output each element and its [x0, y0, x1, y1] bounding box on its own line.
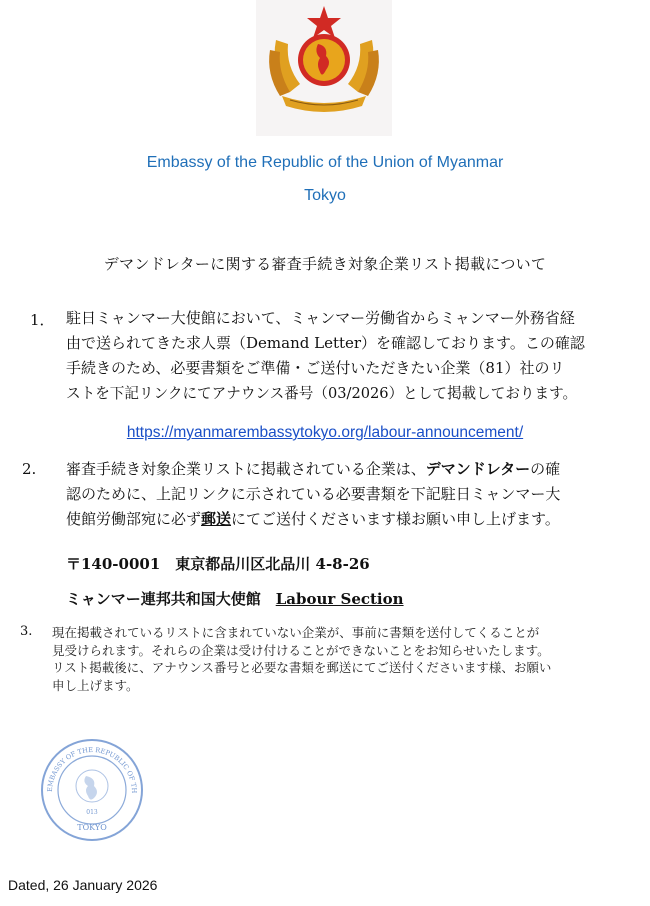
item-2-text	[66, 457, 636, 532]
item-2-line: 審査手続き対象企業リストに掲載されている企業は、デマンドレターの確	[66, 460, 561, 478]
item-1-line: 駐日ミャンマー大使館において、ミャンマー労働省からミャンマー外務省経	[66, 309, 575, 327]
postal-address: 〒140-0001 東京都品川区北品川 4-8-26	[66, 555, 370, 573]
state-seal-icon	[256, 0, 392, 136]
item-3-line: 見受けられます。それらの企業は受け付けることができないことをお知らせいたします。	[52, 642, 550, 658]
by-post-emphasis: 郵送	[201, 510, 232, 528]
item-1-text	[66, 306, 626, 406]
item-2-line: 使館労働部宛に必ず郵送にてご送付くださいます様お願い申し上げます。	[66, 510, 560, 528]
demand-letter-emphasis: デマンドレター	[425, 460, 531, 478]
item-1-number: 1．	[30, 311, 55, 329]
stamp-code: 013	[86, 809, 98, 816]
announcement-link[interactable]: https://myanmarembassytokyo.org/labour-announcement/	[126, 424, 524, 441]
item-3-line: 現在掲載されているリストに含まれていない企業が、事前に書類を送付してくることが	[52, 625, 540, 640]
embassy-city: Tokyo	[304, 187, 346, 204]
document-title: デマンドレターに関する審査手続き対象企業リスト掲載について	[103, 255, 547, 273]
item-2-line: 認のために、上記リンクに示されている必要書類を下記駐日ミャンマー大	[66, 485, 561, 503]
embassy-name: Embassy of the Republic of the Union of Myanmar	[146, 154, 504, 171]
item-3-line: リスト掲載後に、アナウンス番号と必要な書類を郵送にてご送付くださいます様、お願い	[52, 660, 552, 675]
item-2-number: 2.	[22, 460, 37, 478]
state-seal-emblem	[256, 0, 392, 136]
item-3-number: 3.	[20, 624, 33, 639]
item-1-line: 手続きのため、必要書類をご準備・ご送付いただきたい企業（81）社のリ	[66, 359, 565, 377]
recipient-line: ミャンマー連邦共和国大使館 Labour Section	[66, 590, 404, 608]
embassy-stamp-icon	[38, 730, 146, 850]
item-3-text	[52, 624, 622, 694]
embassy-stamp	[38, 730, 146, 850]
item-1-line: ストを下記リンクにてアナウンス番号（03/2026）として掲載しております。	[66, 385, 578, 402]
item-1-line: 由で送られてきた求人票（Demand Letter）を確認しております。この確認	[66, 334, 585, 352]
stamp-ring-text: EMBASSY OF THE REPUBLIC OF TH	[45, 745, 139, 794]
item-3-line: 申し上げます。	[52, 677, 139, 693]
labour-section: Labour Section	[275, 590, 404, 608]
document-date: Dated, 26 January 2026	[8, 877, 158, 893]
stamp-city: TOKYO	[77, 823, 107, 832]
